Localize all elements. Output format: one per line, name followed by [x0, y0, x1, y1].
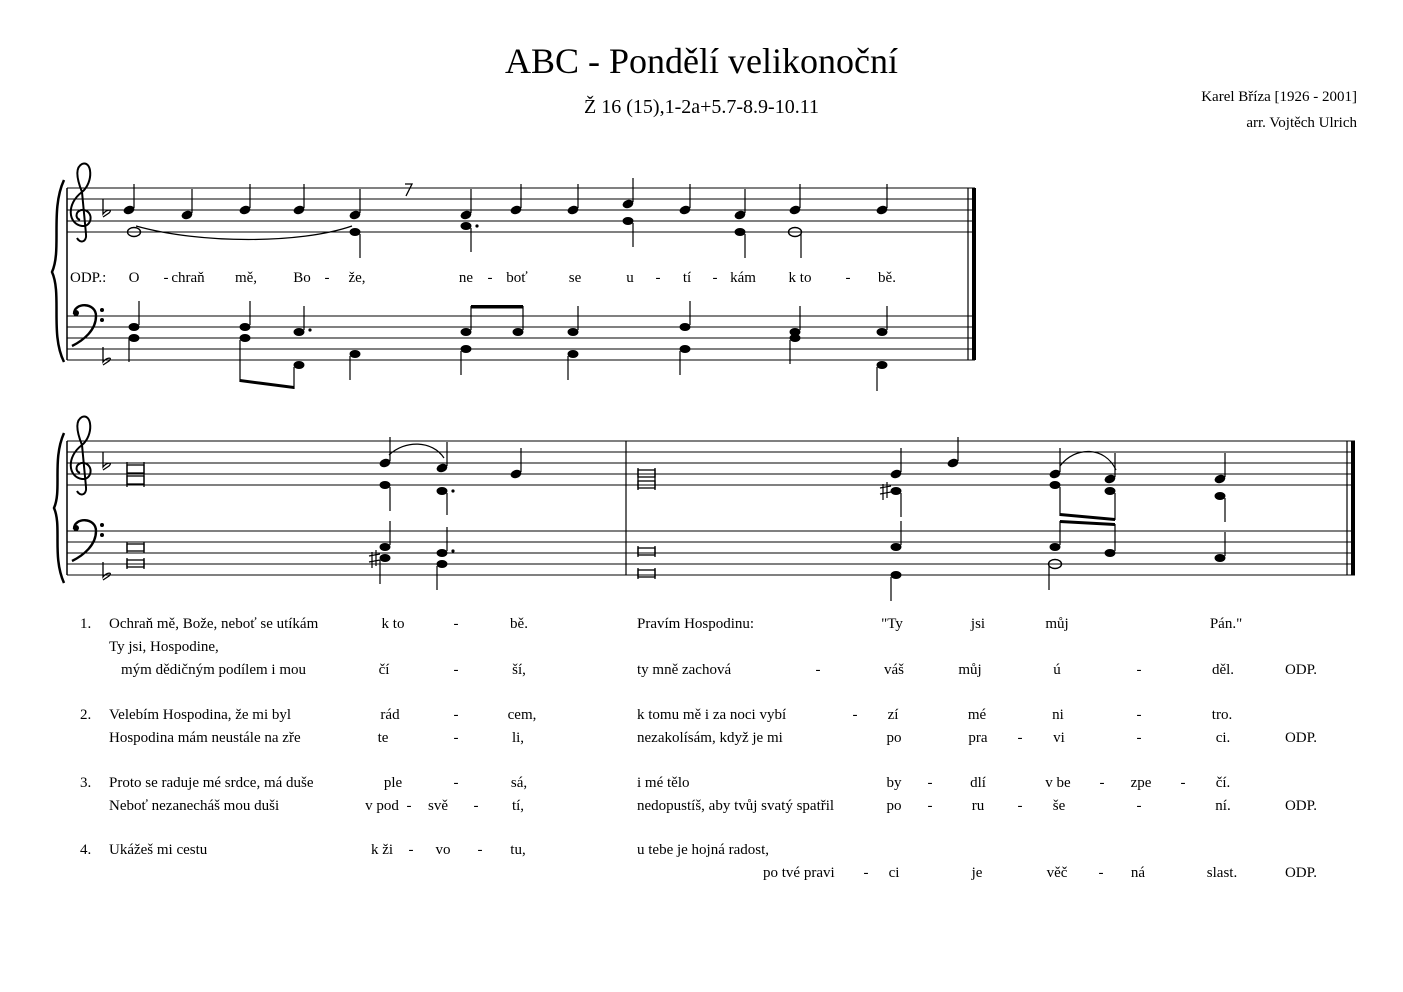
flat-icon [103, 347, 110, 365]
breve-notes [127, 462, 655, 579]
verse-syllable: še [1052, 798, 1066, 814]
system-1 [52, 164, 975, 391]
verse-syllable: dlí [970, 775, 986, 791]
refrain-lyrics [70, 270, 896, 286]
verse-syllable: bě. [510, 616, 528, 632]
system-brace [54, 433, 64, 583]
verse-syllable: k to [381, 616, 405, 632]
verse-syllable: k ži [370, 842, 394, 858]
verse-text: ty mně zachová [637, 662, 732, 678]
verse-syllable: ú [1053, 662, 1061, 678]
verse-syllable: zí [887, 707, 899, 723]
svg-text:-: - [324, 270, 330, 286]
svg-text:O: O [128, 270, 140, 286]
verse-hyphen: - [1017, 730, 1023, 746]
svg-text:Bo: Bo [293, 270, 311, 286]
svg-text:se: se [568, 270, 582, 286]
treble-clef-icon [71, 417, 91, 495]
verse-syllable: je [971, 865, 983, 881]
verse-syllable: po [886, 798, 902, 814]
bass-notes [129, 334, 888, 391]
verse-hyphen: - [406, 798, 412, 814]
verse-syllable: sá, [510, 775, 528, 791]
verse-syllable: čí [378, 662, 390, 678]
verse-syllable: v pod [365, 798, 399, 814]
verse-syllable: by [886, 775, 902, 791]
verse-text: Neboť nezanecháš mou duši [109, 798, 280, 814]
verse-syllable: Pán." [1209, 616, 1243, 632]
verse-hyphen: - [815, 662, 821, 678]
svg-text:mě,: mě, [234, 270, 258, 286]
beam [1060, 513, 1115, 521]
svg-text:-: - [163, 270, 169, 286]
treble-clef-icon [71, 164, 91, 242]
verse-hyphen: - [453, 616, 459, 632]
svg-text:-: - [655, 270, 661, 286]
verse-hyphen: - [453, 662, 459, 678]
verse-syllable: zpe [1130, 775, 1152, 791]
flat-icon [103, 562, 110, 580]
verse-syllable: tu, [510, 842, 526, 858]
verse-text: po tvé pravi [763, 865, 835, 881]
verse-hyphen: - [1136, 707, 1142, 723]
odp-marker: ODP. [1284, 798, 1318, 814]
verse-syllable: čí. [1215, 775, 1231, 791]
verse-number: 2. [80, 707, 92, 723]
bass-clef-icon [72, 520, 104, 561]
svg-text:že,: že, [348, 270, 366, 286]
verse-text: Ukážeš mi cestu [109, 842, 208, 858]
verse-syllable: vo [435, 842, 451, 858]
score-title: ABC - Pondělí velikonoční [505, 41, 898, 81]
verse-hyphen: - [1136, 730, 1142, 746]
alto-notes [128, 217, 802, 258]
verse-syllable: vi [1053, 730, 1065, 746]
slur-arc [1060, 451, 1116, 470]
verse-syllable: cem, [507, 707, 537, 723]
system-brace [52, 180, 64, 362]
verse-hyphen: - [408, 842, 414, 858]
verse-syllable: po [886, 730, 902, 746]
verse-hyphen: - [1136, 662, 1142, 678]
verse-text: Pravím Hospodinu: [637, 616, 755, 632]
slur-arc [389, 444, 444, 458]
verse-hyphen: - [852, 707, 858, 723]
verse-number: 4. [80, 842, 92, 858]
verse-syllable: děl. [1211, 662, 1235, 678]
verse-syllable: váš [884, 662, 904, 678]
verse-hyphen: - [473, 798, 479, 814]
alto-notes [380, 481, 1226, 522]
odp-marker: ODP. [1284, 662, 1318, 678]
psalm-reference: Ž 16 (15),1-2a+5.7-8.9-10.11 [584, 96, 819, 118]
verse-text: i mé tělo [637, 775, 690, 791]
svg-text:ne: ne [458, 270, 474, 286]
verse-syllable: ná [1130, 865, 1146, 881]
composer-credit: Karel Bříza [1926 - 2001] [1201, 89, 1357, 105]
tie-arc [136, 226, 352, 240]
verse-syllable: pra [968, 730, 988, 746]
eighth-rest-icon [405, 184, 412, 196]
verse-hyphen: - [1099, 775, 1105, 791]
verse-hyphen: - [927, 798, 933, 814]
svg-text:tí: tí [682, 270, 692, 286]
beam [240, 379, 294, 389]
flat-icon [103, 199, 110, 217]
svg-text:boť: boť [506, 270, 528, 286]
verse-syllable: ru [971, 798, 985, 814]
svg-text:-: - [712, 270, 718, 286]
svg-text:-: - [845, 270, 851, 286]
beam [1060, 520, 1115, 526]
system-2 [54, 417, 1355, 601]
verse-hyphen: - [477, 842, 483, 858]
verse-text: Ochraň mě, Bože, neboť se utíkám [109, 616, 319, 632]
svg-text:bě.: bě. [878, 270, 896, 286]
verse-hyphen: - [453, 730, 459, 746]
verse-text: Proto se raduje mé srdce, má duše [109, 775, 314, 791]
beam [471, 305, 523, 309]
bass-clef-icon [72, 305, 104, 346]
verse-text: Hospodina mám neustále na zře [109, 730, 301, 746]
flat-icon [103, 452, 110, 470]
verse-syllable: slast. [1206, 865, 1238, 881]
verse-syllable: můj [958, 662, 982, 678]
verse-syllable: rád [380, 707, 400, 723]
verse-syllable: jsi [970, 616, 986, 632]
arranger-credit: arr. Vojtěch Ulrich [1246, 115, 1357, 131]
refrain-label: ODP.: [70, 270, 107, 286]
verse-syllable: ní. [1215, 798, 1231, 814]
soprano-notes [378, 437, 1226, 485]
verse-hyphen: - [1136, 798, 1142, 814]
verse-syllable: ší, [512, 662, 526, 678]
odp-marker: ODP. [1284, 865, 1318, 881]
svg-text:kám: kám [730, 270, 756, 286]
verse-syllable: tí, [511, 798, 525, 814]
verse-syllable: li, [511, 730, 525, 746]
verse-text: k tomu mě i za noci vybí [637, 707, 787, 723]
verse-text: u tebe je hojná radost, [637, 842, 770, 858]
verse-syllable: v be [1045, 775, 1071, 791]
svg-text:-: - [487, 270, 493, 286]
verse-hyphen: - [1180, 775, 1186, 791]
verse-syllable: ci. [1215, 730, 1231, 746]
tenor-notes [129, 301, 888, 336]
verse-syllable: ple [383, 775, 403, 791]
verse-text: Velebím Hospodina, že mi byl [109, 707, 292, 723]
verse-syllable: mé [967, 707, 987, 723]
verse-syllable: "Ty [881, 616, 903, 632]
verse-number: 3. [80, 775, 92, 791]
verse-text: mým dědičným podílem i mou [121, 662, 306, 678]
svg-text:u: u [626, 270, 634, 286]
verse-syllable: te [377, 730, 389, 746]
verse-syllable: můj [1045, 616, 1069, 632]
verse-hyphen: - [863, 865, 869, 881]
tenor-notes [380, 520, 1226, 562]
svg-text:k to: k to [788, 270, 812, 286]
odp-marker: ODP. [1284, 730, 1318, 746]
verse-syllable: ni [1052, 707, 1064, 723]
verse-number: 1. [80, 616, 92, 632]
verse-syllable: svě [428, 798, 448, 814]
verse-hyphen: - [1017, 798, 1023, 814]
svg-text:chraň: chraň [171, 270, 205, 286]
verse-syllable: tro. [1211, 707, 1233, 723]
verse-syllable: ci [888, 865, 900, 881]
verse-hyphen: - [1098, 865, 1104, 881]
verse-text: nezakolísám, když je mi [637, 730, 783, 746]
verse-text: nedopustíš, aby tvůj svatý spatřil [637, 798, 835, 814]
verse-hyphen: - [453, 707, 459, 723]
verse-hyphen: - [927, 775, 933, 791]
verse-hyphen: - [453, 775, 459, 791]
verse-text: Ty jsi, Hospodine, [109, 639, 219, 655]
verse-syllable: věč [1046, 865, 1068, 881]
